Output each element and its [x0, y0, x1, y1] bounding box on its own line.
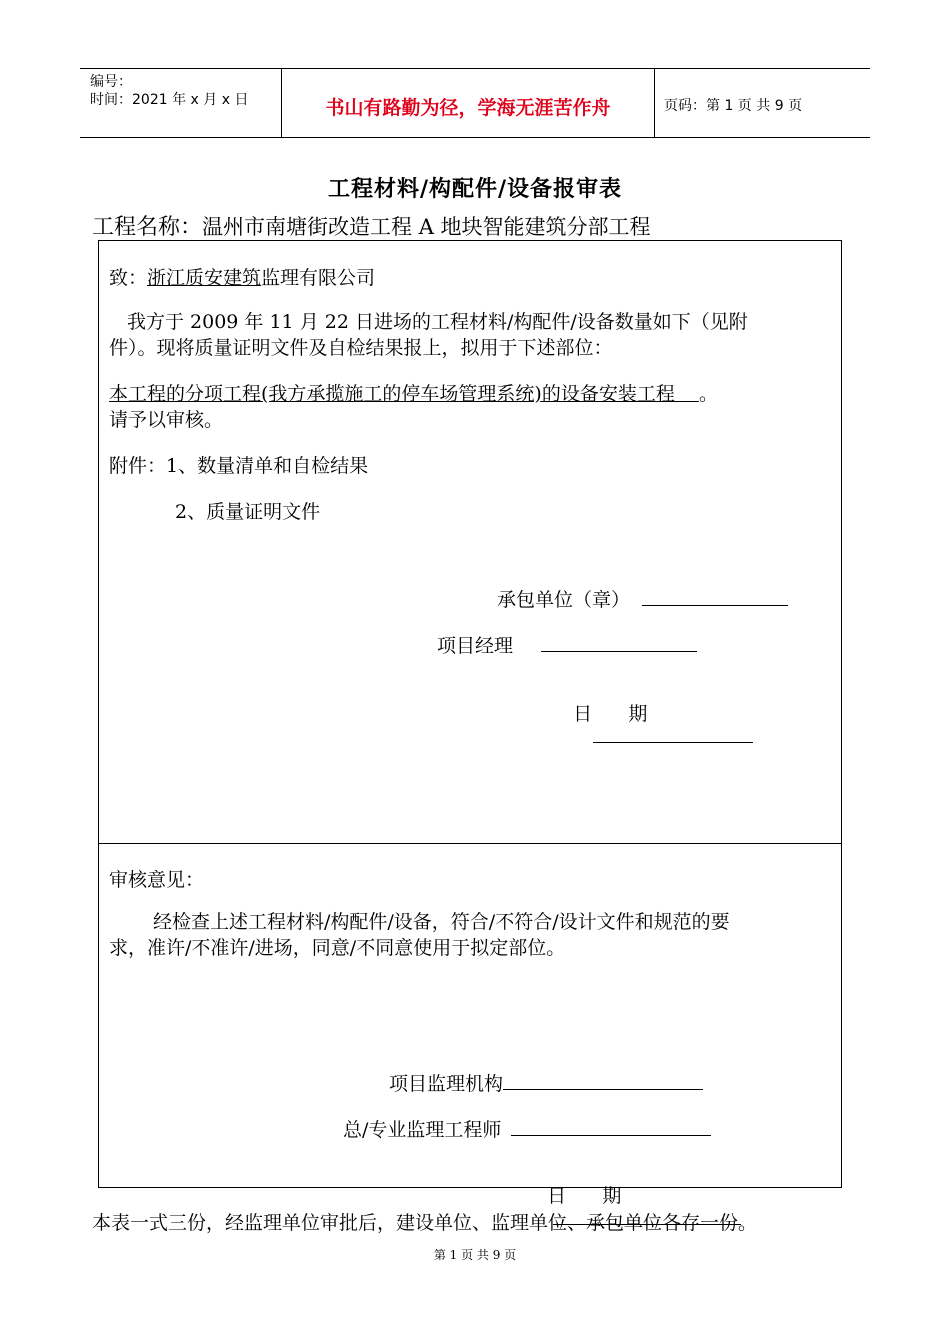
agency-label: 项目监理机构	[389, 1073, 504, 1095]
engineer-signature-line[interactable]	[511, 1134, 711, 1136]
project-name-line	[92, 210, 651, 241]
addressee-company-underlined: 浙江质安建筑	[147, 267, 262, 289]
page-number: 第 1 页 共 9 页	[433, 1248, 517, 1262]
document-time: 时间：2021 年 x 月 x 日	[90, 92, 249, 108]
usage-location-end: 。	[699, 383, 719, 405]
manager-signature-row	[437, 631, 697, 658]
application-date-line[interactable]	[593, 741, 753, 743]
manager-signature-line[interactable]	[541, 650, 697, 652]
usage-location-underlined: 本工程的分项工程(我方承揽施工的停车场管理系统)的设备安装工程	[109, 383, 699, 405]
document-number-label: 编号：	[90, 74, 132, 90]
form-box	[98, 240, 842, 1207]
agency-signature-row	[389, 1069, 703, 1096]
application-date-row	[549, 677, 753, 770]
application-date-label: 日 期	[573, 703, 648, 725]
attachment-item-1: 附件：1、数量清单和自检结果	[109, 455, 369, 477]
page-header	[80, 68, 870, 138]
attachment-item-2: 2、质量证明文件	[175, 501, 321, 523]
contractor-signature-line[interactable]	[642, 604, 788, 606]
engineer-signature-row	[343, 1115, 711, 1142]
header-meta	[80, 69, 280, 137]
review-date-label: 日 期	[547, 1185, 622, 1207]
agency-signature-line[interactable]	[503, 1088, 703, 1090]
review-paragraph-line-1: 经检查上述工程材料/构配件/设备，符合/不符合/设计文件和规范的要	[153, 911, 730, 933]
project-name-label: 工程名称：	[92, 215, 203, 240]
section-divider	[99, 843, 841, 844]
request-review-text: 请予以审核。	[109, 409, 224, 431]
document-title: 工程材料/构配件/设备报审表	[327, 176, 623, 202]
header-motto: 书山有路勤为径，学海无涯苦作舟	[325, 97, 611, 119]
application-paragraph-line-2: 件）。现将质量证明文件及自检结果报上，拟用于下述部位：	[109, 337, 613, 359]
review-date-row	[523, 1159, 741, 1252]
application-paragraph-line-1: 我方于 2009 年 11 月 22 日进场的工程材料/构配件/设备数量如下（见附	[127, 311, 748, 333]
review-paragraph-line-2: 求，准许/不准许/进场，同意/不同意使用于拟定部位。	[109, 937, 566, 959]
addressee-line	[109, 263, 375, 290]
header-motto-cell	[281, 69, 655, 137]
review-heading: 审核意见：	[109, 869, 205, 891]
addressee-company-rest: 监理有限公司	[261, 267, 376, 289]
contractor-signature-row	[497, 585, 788, 612]
project-name-value: 温州市南塘街改造工程 A 地块智能建筑分部工程	[202, 215, 651, 239]
usage-location-line	[109, 379, 718, 406]
header-page-info: 页码：第 1 页 共 9 页	[664, 98, 803, 114]
contractor-label: 承包单位（章）	[497, 589, 631, 611]
distribution-note: 本表一式三份，经监理单位审批后，建设单位、监理单位、承包单位各存一份。	[92, 1212, 758, 1234]
manager-label: 项目经理	[437, 635, 514, 657]
header-page-cell	[654, 69, 870, 137]
addressee-label: 致：	[109, 267, 148, 289]
engineer-label: 总/专业监理工程师	[343, 1119, 502, 1141]
